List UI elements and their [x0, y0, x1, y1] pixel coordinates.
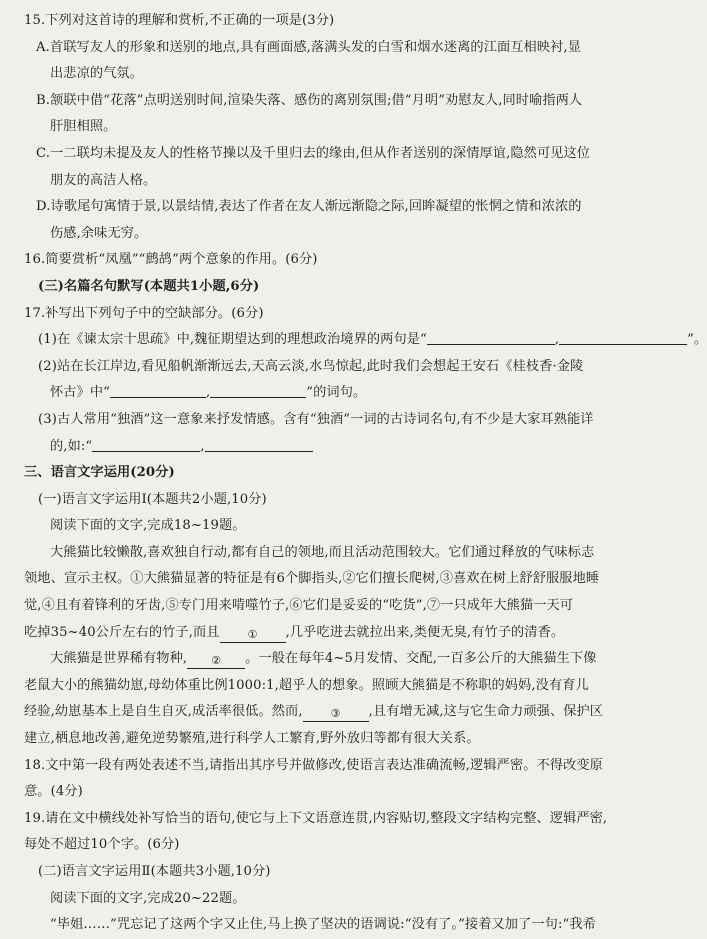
q17-1-text: (1)在《谏太宗十思疏》中,魏征期望达到的理想政治境界的两句是“	[38, 332, 427, 348]
question-17-stem: 17.补写出下列句子中的空缺部分。(6分)	[24, 305, 264, 321]
question-15-stem: 15.下列对这首诗的理解和赏析,不正确的一项是(3分)	[24, 13, 335, 28]
answer-blank-17-2b[interactable]	[210, 383, 306, 398]
option-c-line-1: C.一二联均未提及友人的性格节操以及千里归去的缘由,但从作者送别的深情厚谊,隐然可见这位	[36, 145, 591, 161]
option-d-line-2: 伤感,余味无穷。	[50, 225, 148, 241]
q17-2-text: 怀古》中“	[50, 385, 110, 401]
q17-2-end: ”的词句。	[306, 385, 367, 401]
question-17-item-1	[24, 327, 707, 354]
question-17-item-3-line-2	[24, 434, 678, 461]
q17-3-sep: ,	[200, 438, 205, 454]
passage-p2-l1-text: 大熊猫是世界稀有物种,	[50, 651, 188, 667]
passage-paragraph-1-line-2: 领地、宣示主权。①大熊猫显著的特征是有6个脚指头,②它们擅长爬树,③喜欢在树上舒舒服服地睡	[24, 571, 600, 587]
passage-paragraph-1-line-3: 觉,④且有着锋利的牙齿,⑤专门用来啃噬竹子,⑥它们是妥妥的“吃货”,⑦一只成年大熊猫一天可	[24, 598, 574, 614]
option-b-line-1: B.颔联中借“花落”点明送别时间,渲染失落、感伤的离别氛围;借“月明”劝慰友人,同时喻指两人	[36, 92, 583, 108]
answer-blank-17-2a[interactable]	[110, 383, 206, 398]
question-18-line-1: 18.文中第一段有两处表述不当,请指出其序号并做修改,使语言表达准确流畅,逻辑严密。不得改变原	[24, 757, 603, 773]
q17-2-sep: ,	[206, 385, 211, 401]
question-19-line-2: 每处不超过10个字。(6分)	[24, 837, 180, 853]
question-19-line-1: 19.请在文中横线处补写恰当的语句,使它与上下文语意连贯,内容贴切,整段文字结构完整、逻辑严密,	[24, 810, 608, 826]
question-17-item-3-line-1: (3)古人常用“独酒”这一意象来抒发情感。含有“独酒”一词的古诗词名句,有不少是大家耳熟能详	[38, 411, 594, 427]
subsection-language-use-1-heading: (一)语言文字运用Ⅰ(本题共2小题,10分)	[38, 491, 267, 507]
fill-blank-3[interactable]	[303, 706, 369, 722]
section-famous-quotes-heading: (三)名篇名句默写(本题共1小题,6分)	[38, 278, 260, 294]
fill-blank-3-label: ③	[330, 707, 341, 721]
answer-blank-17-1b[interactable]	[559, 330, 687, 345]
passage-paragraph-1-line-1: 大熊猫比较懒散,喜欢独自行动,都有自己的领地,而且活动范围较大。它们通过释放的气味标志	[50, 544, 595, 560]
q17-3-text: 的,如:“	[50, 438, 93, 454]
passage-p1-l4-text: 吃掉35~40公斤左右的竹子,而且	[24, 624, 220, 640]
passage-p2-l1-tail: 。一般在每年4~5月发情、交配,一百多公斤的大熊猫生下像	[245, 651, 597, 667]
passage-p1-l4-tail: ,几乎吃进去就拉出来,类便无臭,有竹子的清香。	[285, 624, 565, 640]
passage-paragraph-2-line-2: 老鼠大小的熊猫幼崽,母幼体重比例1000:1,超乎人的想象。照顾大熊猫是不称职的妈妈,没有育儿	[24, 677, 589, 693]
answer-blank-17-1a[interactable]	[427, 330, 555, 345]
reading-instruction-20-22: 阅读下面的文字,完成20~22题。	[50, 890, 246, 906]
reading-instruction-18-19: 阅读下面的文字,完成18~19题。	[50, 518, 246, 534]
option-c-line-2: 朋友的高洁人格。	[50, 172, 157, 188]
passage-p2-l3-text: 经验,幼崽基本上是自生自灭,成活率很低。然而,	[24, 704, 303, 720]
fill-blank-2[interactable]	[187, 653, 245, 669]
option-d-line-1: D.诗歌尾句寓情于景,以景结情,表达了作者在友人渐远渐隐之际,回眸凝望的怅惘之情和浓浓的	[36, 199, 582, 215]
fill-blank-1-label: ①	[247, 627, 258, 641]
question-16-stem: 16.简要赏析“凤凰”“鹧鸪”两个意象的作用。(6分)	[24, 252, 318, 268]
question-17-item-2-line-1: (2)站在长江岸边,看见船帆渐渐远去,天高云淡,水鸟惊起,此时我们会想起王安石《桂枝香·金陵	[38, 358, 584, 374]
q17-1-sep: ,	[554, 332, 560, 348]
fill-blank-1[interactable]	[220, 627, 286, 643]
passage-2-line-1: “毕姐……”咒忘记了这两个字又止住,马上换了坚决的语调说:“没有了。”接着又加了一句:“我希	[50, 917, 596, 933]
fill-blank-2-label: ②	[211, 654, 222, 668]
q17-1-end: ”。	[687, 332, 707, 348]
option-a-line-2: 出悲凉的气氛。	[50, 66, 144, 82]
passage-paragraph-2-line-3	[24, 699, 678, 726]
option-a-line-1: A.首联写友人的形象和送别的地点,具有画面感,落满头发的白雪和烟水迷离的江面互相映衬,显	[36, 39, 581, 55]
option-b-line-2: 肝胆相照。	[50, 119, 117, 135]
question-17-item-2-line-2	[24, 380, 678, 407]
question-18-line-2: 意。(4分)	[24, 784, 83, 800]
answer-blank-17-3a[interactable]	[92, 437, 200, 452]
passage-p2-l3-tail: ,且有增无减,这与它生命力顽强、保护区	[368, 704, 604, 720]
section-language-use-heading: 三、语言文字运用(20分)	[24, 465, 175, 481]
answer-blank-17-3b[interactable]	[205, 437, 313, 452]
passage-paragraph-2-line-1	[24, 646, 678, 673]
subsection-language-use-2-heading: (二)语言文字运用Ⅱ(本题共3小题,10分)	[38, 864, 271, 879]
passage-paragraph-2-line-4: 建立,栖息地改善,避免逆势繁殖,进行科学人工繁育,野外放归等都有很大关系。	[24, 731, 480, 747]
passage-paragraph-1-line-4	[24, 620, 678, 647]
